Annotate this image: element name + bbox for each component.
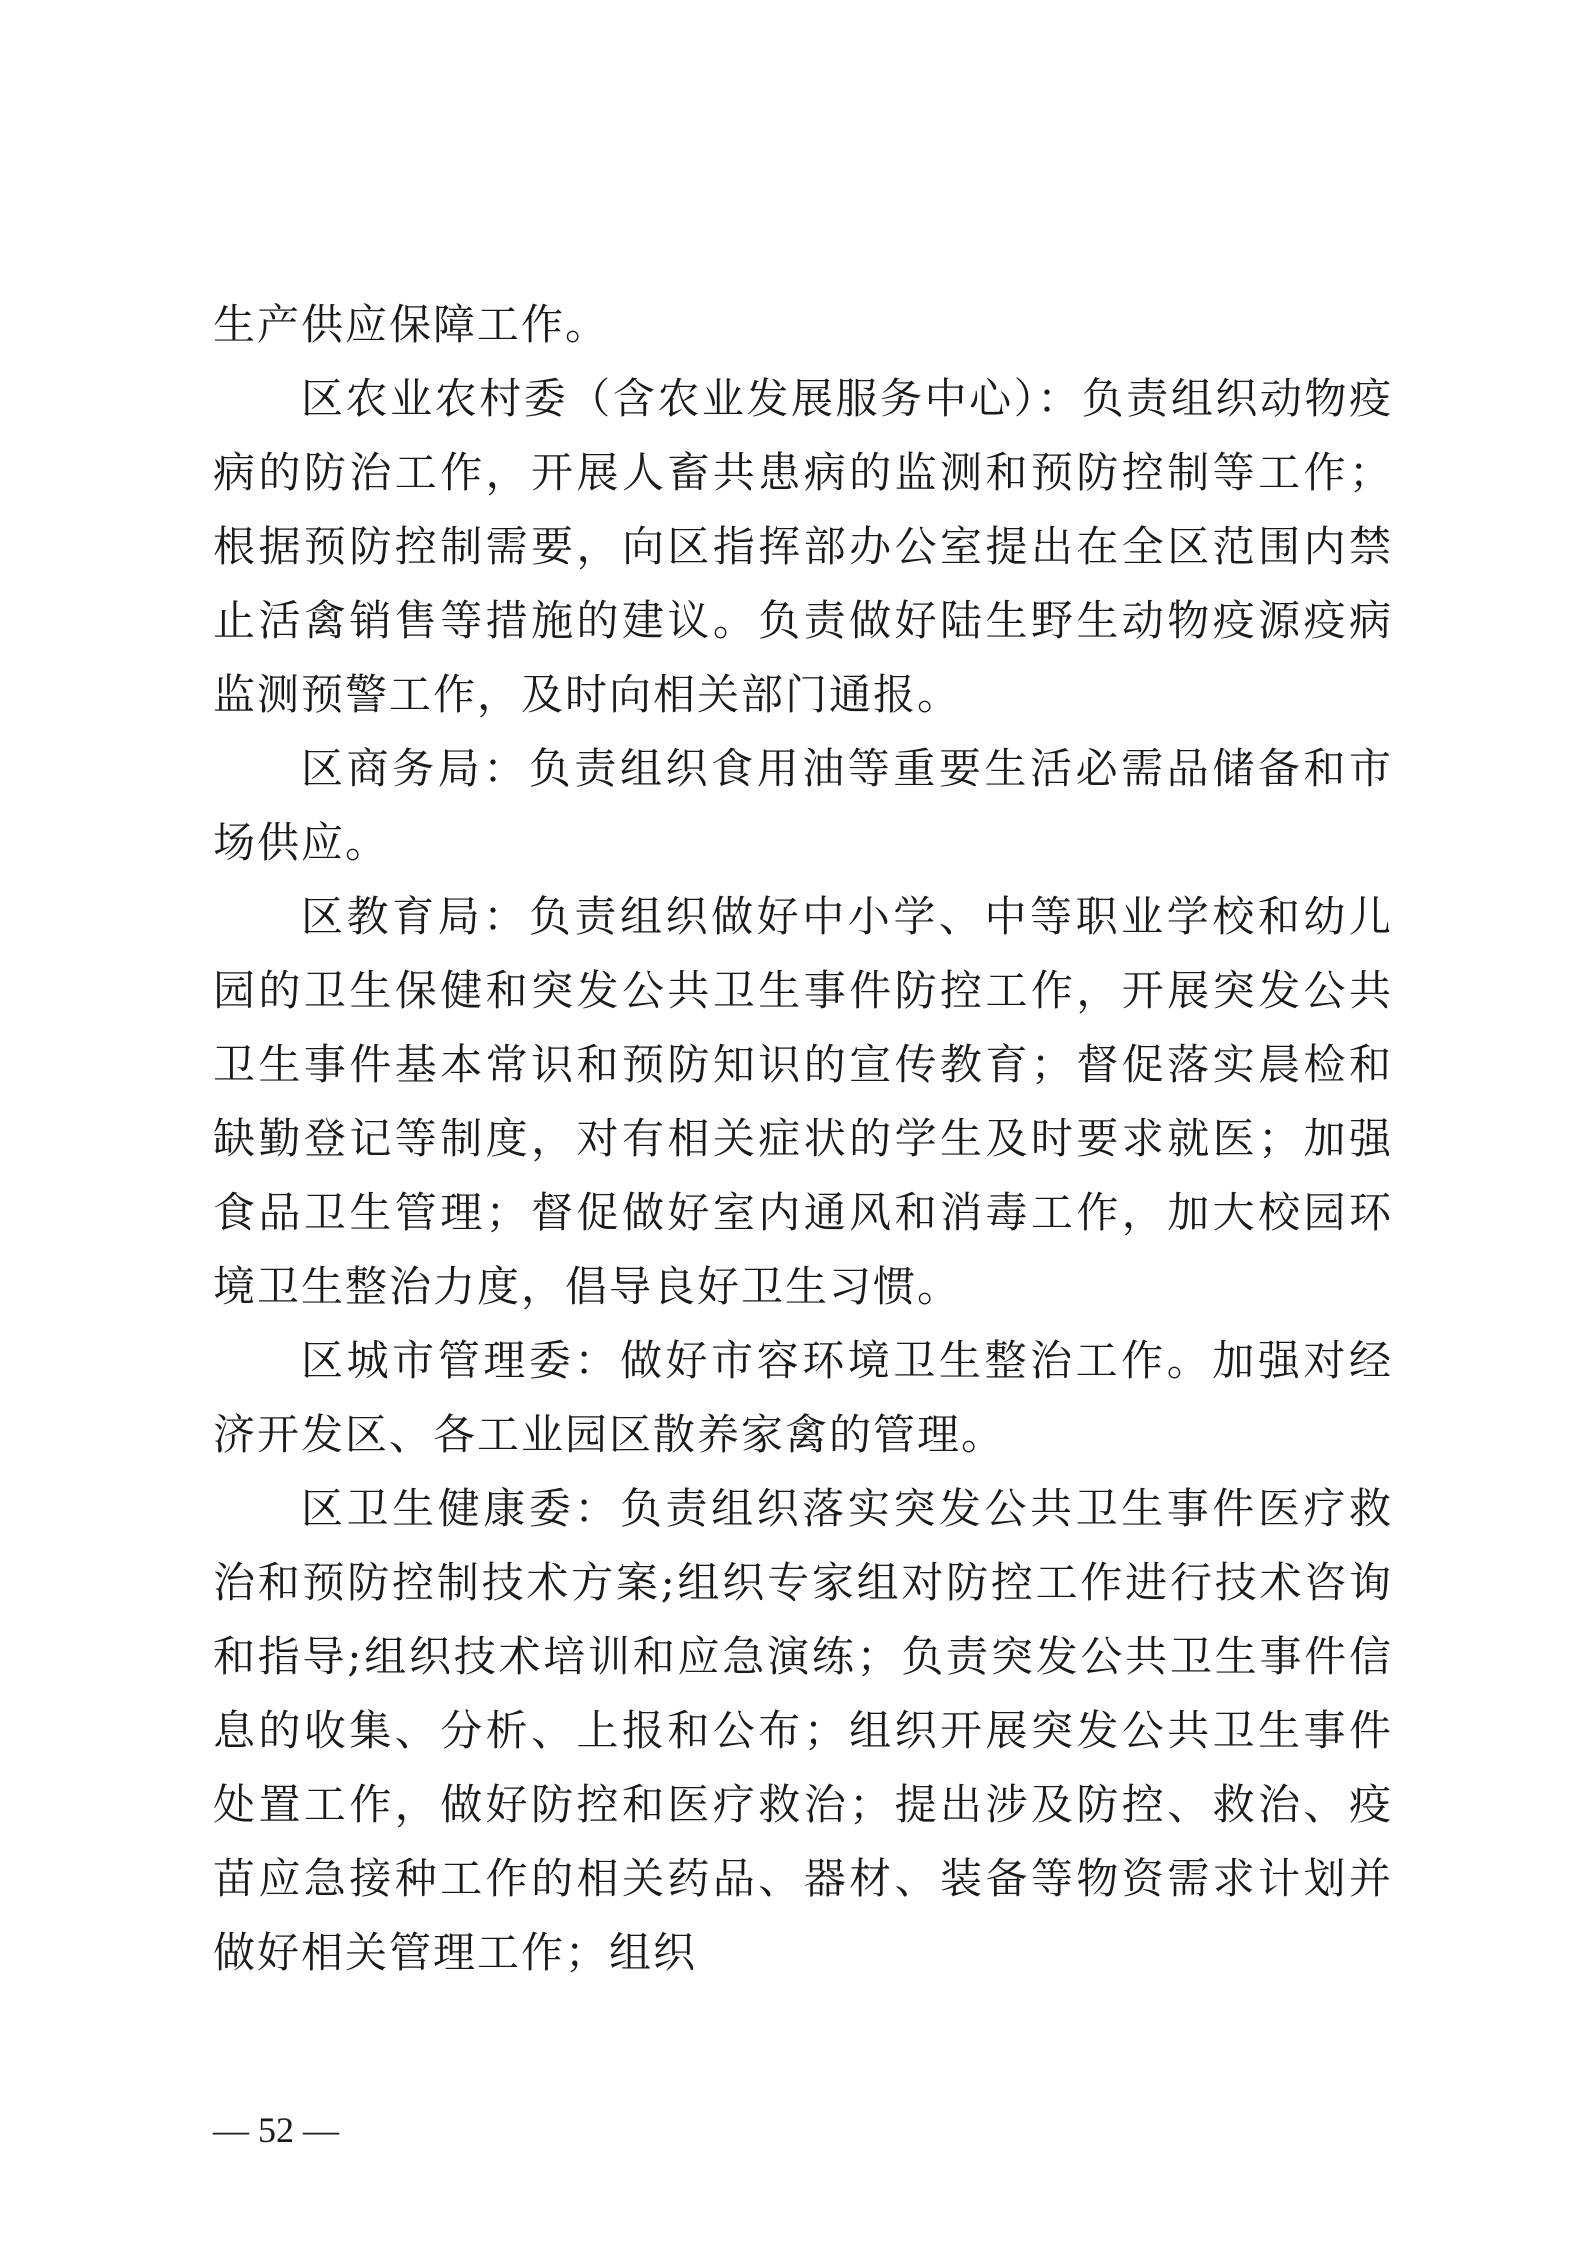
- paragraph-2: 区农业农村委（含农业发展服务中心）：负责组织动物疫病的防治工作，开展人畜共患病的监测和预防控制等工作；根据预防控制需要，向区指挥部办公室提出在全区范围内禁止活禽销售等措施的建议。负责做好陆生野生动物疫源疫病监测预警工作，及时向相关部门通报。: [213, 374, 1393, 719]
- paragraph-4: 区教育局：负责组织做好中小学、中等职业学校和幼儿园的卫生保健和突发公共卫生事件防控工作，开展突发公共卫生事件基本常识和预防知识的宣传教育；督促落实晨检和缺勤登记等制度，对有相关症状的学生及时要求就医；加强食品卫生管理；督促做好室内通风和消毒工作，加大校园环境卫生整治力度，倡导良好卫生习惯。: [213, 892, 1393, 1311]
- paragraph-3: 区商务局：负责组织食用油等重要生活必需品储备和市场供应。: [213, 744, 1393, 867]
- paragraph-1: 生产供应保障工作。: [213, 300, 610, 349]
- page-number: — 52 —: [213, 2110, 339, 2150]
- document-body: [213, 288, 1393, 1990]
- paragraph-6: 区卫生健康委：负责组织落实突发公共卫生事件医疗救治和预防控制技术方案;组织专家组对防控工作进行技术咨询和指导;组织技术培训和应急演练；负责突发公共卫生事件信息的收集、分析、上报和公布；组织开展突发公共卫生事件处置工作，做好防控和医疗救治；提出涉及防控、救治、疫苗应急接种工作的相关药品、器材、装备等物资需求计划并做好相关管理工作；组织: [213, 1484, 1393, 1977]
- paragraph-5: 区城市管理委：做好市容环境卫生整治工作。加强对经济开发区、各工业园区散养家禽的管理。: [213, 1336, 1393, 1459]
